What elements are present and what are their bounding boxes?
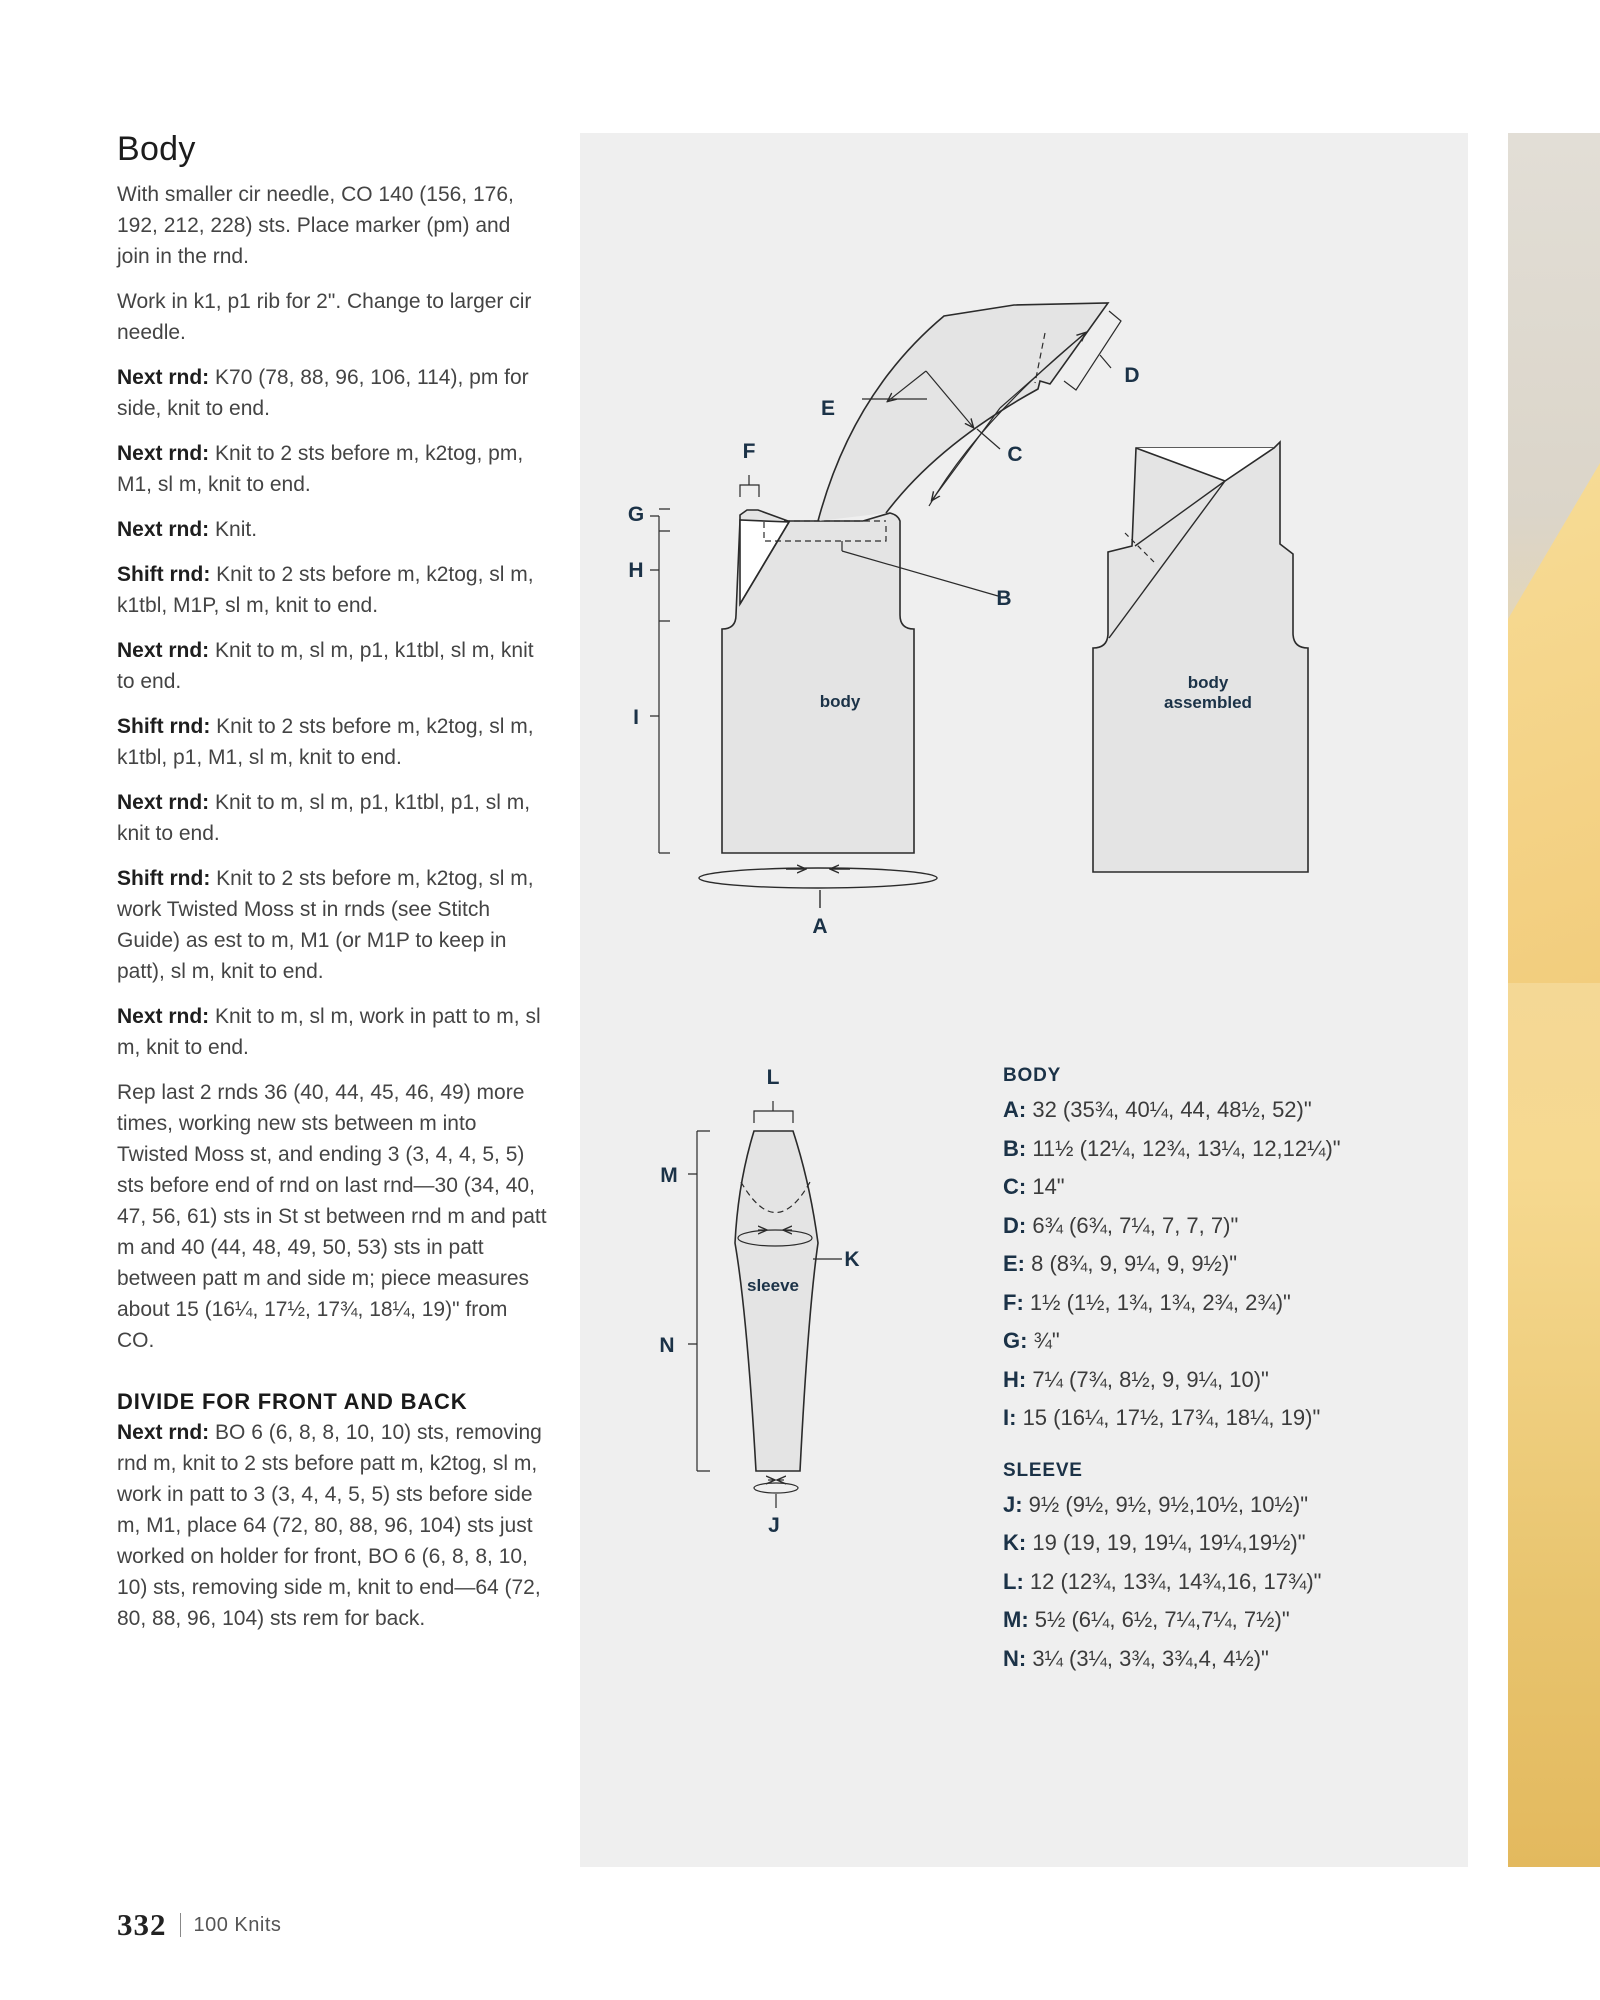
label-B: B [996,587,1012,610]
measurement-row: M: 5½ (6¼, 6½, 7¼,7¼, 7½)" [1003,1607,1290,1632]
page-number: 332 [117,1907,167,1942]
instruction-paragraph: Work in k1, p1 rib for 2". Change to larger cir needle. [117,290,532,344]
instruction-paragraph: Next rnd: Knit to m, sl m, p1, k1tbl, sl m, knit to end. [117,639,534,693]
label-C: C [1007,443,1023,466]
label-F: F [742,440,756,463]
measurements-body-heading: BODY [1003,1065,1062,1086]
label-K: K [844,1248,860,1271]
instruction-paragraph: Next rnd: Knit. [117,518,258,541]
instruction-paragraph: Next rnd: K70 (78, 88, 96, 106, 114), pm for side, knit to end. [117,366,529,420]
body-paragraphs [117,179,547,1356]
section-title-divide: DIVIDE FOR FRONT AND BACK [117,1389,468,1414]
label-A: A [812,915,828,938]
measurement-row: J: 9½ (9½, 9½, 9½,10½, 10½)" [1003,1491,1309,1517]
measurement-row: B: 11½ (12¼, 12¾, 13¼, 12,12¼)" [1003,1135,1341,1161]
measurement-row: A: 32 (35¾, 40¼, 44, 48½, 52)" [1003,1097,1312,1122]
measurement-row: N: 3¼ (3¼, 3¾, 3¾,4, 4½)" [1003,1645,1269,1671]
measurement-row: D: 6¾ (6¾, 7¼, 7, 7, 7)" [1003,1212,1239,1238]
measurements-sleeve-heading: SLEEVE [1003,1459,1083,1481]
instruction-paragraph: With smaller cir needle, CO 140 (156, 176, 192, 212, 228) sts. Place marker (pm) and join in the rnd. [117,183,514,268]
label-I: I [633,706,639,729]
label-H: H [628,559,644,582]
label-body: body [819,692,861,711]
measurement-row: F: 1½ (1½, 1¾, 1¾, 2¾, 2¾)" [1003,1289,1291,1315]
instruction-paragraph: Next rnd: BO 6 (6, 8, 8, 10, 10) sts, removing rnd m, knit to 2 sts before patt m, k2tog, sl m, work in patt to 3 (3, 4, 4, 5, 5) sts before side m, M1, place 64 (72, 80, 88, 96, 104) sts just worked on holder for front, BO 6 (6, 8, 8, 10, 10) sts, removing side m, knit to end—64 (72, 80, 88, 96, 104) sts rem for back. [117,1421,542,1630]
book-title: 100 Knits [193,1913,282,1936]
instruction-paragraph: Next rnd: Knit to m, sl m, p1, k1tbl, p1, sl m, knit to end. [117,791,531,845]
body-instructions [117,130,547,1648]
footer-divider [180,1913,181,1937]
label-sleeve: sleeve [747,1276,799,1295]
label-G: G [627,503,645,526]
measurement-row: C: 14" [1003,1174,1065,1199]
label-D: D [1124,364,1140,387]
collar-piece [818,303,1108,521]
body-assembled-piece [1093,442,1308,872]
measurement-row: I: 15 (16¼, 17½, 17¾, 18¼, 19)" [1003,1405,1321,1430]
measurement-row: G: ¾" [1003,1328,1060,1353]
sleeve-piece [735,1131,818,1471]
label-E: E [820,397,836,420]
section-title-body: Body [117,130,196,168]
page-footer [117,1907,281,1943]
body-circumference [699,868,937,888]
instruction-paragraph: Shift rnd: Knit to 2 sts before m, k2tog, sl m, work Twisted Moss st in rnds (see Stitch Guide) as est to m, M1 (or M1P to keep in patt), sl m, knit to end. [117,867,534,983]
label-J: J [768,1514,780,1537]
instruction-paragraph: Shift rnd: Knit to 2 sts before m, k2tog, sl m, k1tbl, p1, M1, sl m, knit to end. [117,715,534,769]
instruction-paragraph: Next rnd: Knit to m, sl m, work in patt to m, sl m, knit to end. [117,1005,541,1059]
label-M: M [660,1164,678,1187]
measurements-list [1003,1065,1443,1678]
label-N: N [659,1334,675,1357]
measurement-row: L: 12 (12¾, 13¾, 14¾,16, 17¾)" [1003,1568,1322,1594]
measurement-row: H: 7¼ (7¾, 8½, 9, 9¼, 10)" [1003,1366,1269,1392]
measurement-row: E: 8 (8¾, 9, 9¼, 9, 9½)" [1003,1251,1238,1276]
measurement-row: K: 19 (19, 19, 19¼, 19¼,19½)" [1003,1530,1306,1555]
instruction-paragraph: Next rnd: Knit to 2 sts before m, k2tog, pm, M1, sl m, knit to end. [117,442,524,496]
photo-edge [1508,133,1600,1867]
instruction-paragraph: Shift rnd: Knit to 2 sts before m, k2tog, sl m, k1tbl, M1P, sl m, knit to end. [117,563,534,617]
label-body-assembled-1: body [1187,673,1229,692]
instruction-paragraph: Rep last 2 rnds 36 (40, 44, 45, 46, 49) more times, working new sts between m into Twisted Moss st, and ending 3 (3, 4, 4, 5, 5) sts before end of rnd on last rnd—30 (34, 40, 47, 56, 61) sts in St st between rnd m and patt m and 40 (44, 48, 49, 50, 53) sts in patt between patt m and side m; piece measures about 15 (16¼, 17½, 17¾, 18¼, 19)" from CO. [117,1081,547,1352]
label-body-assembled-2: assembled [1164,693,1252,712]
label-L: L [766,1066,780,1089]
